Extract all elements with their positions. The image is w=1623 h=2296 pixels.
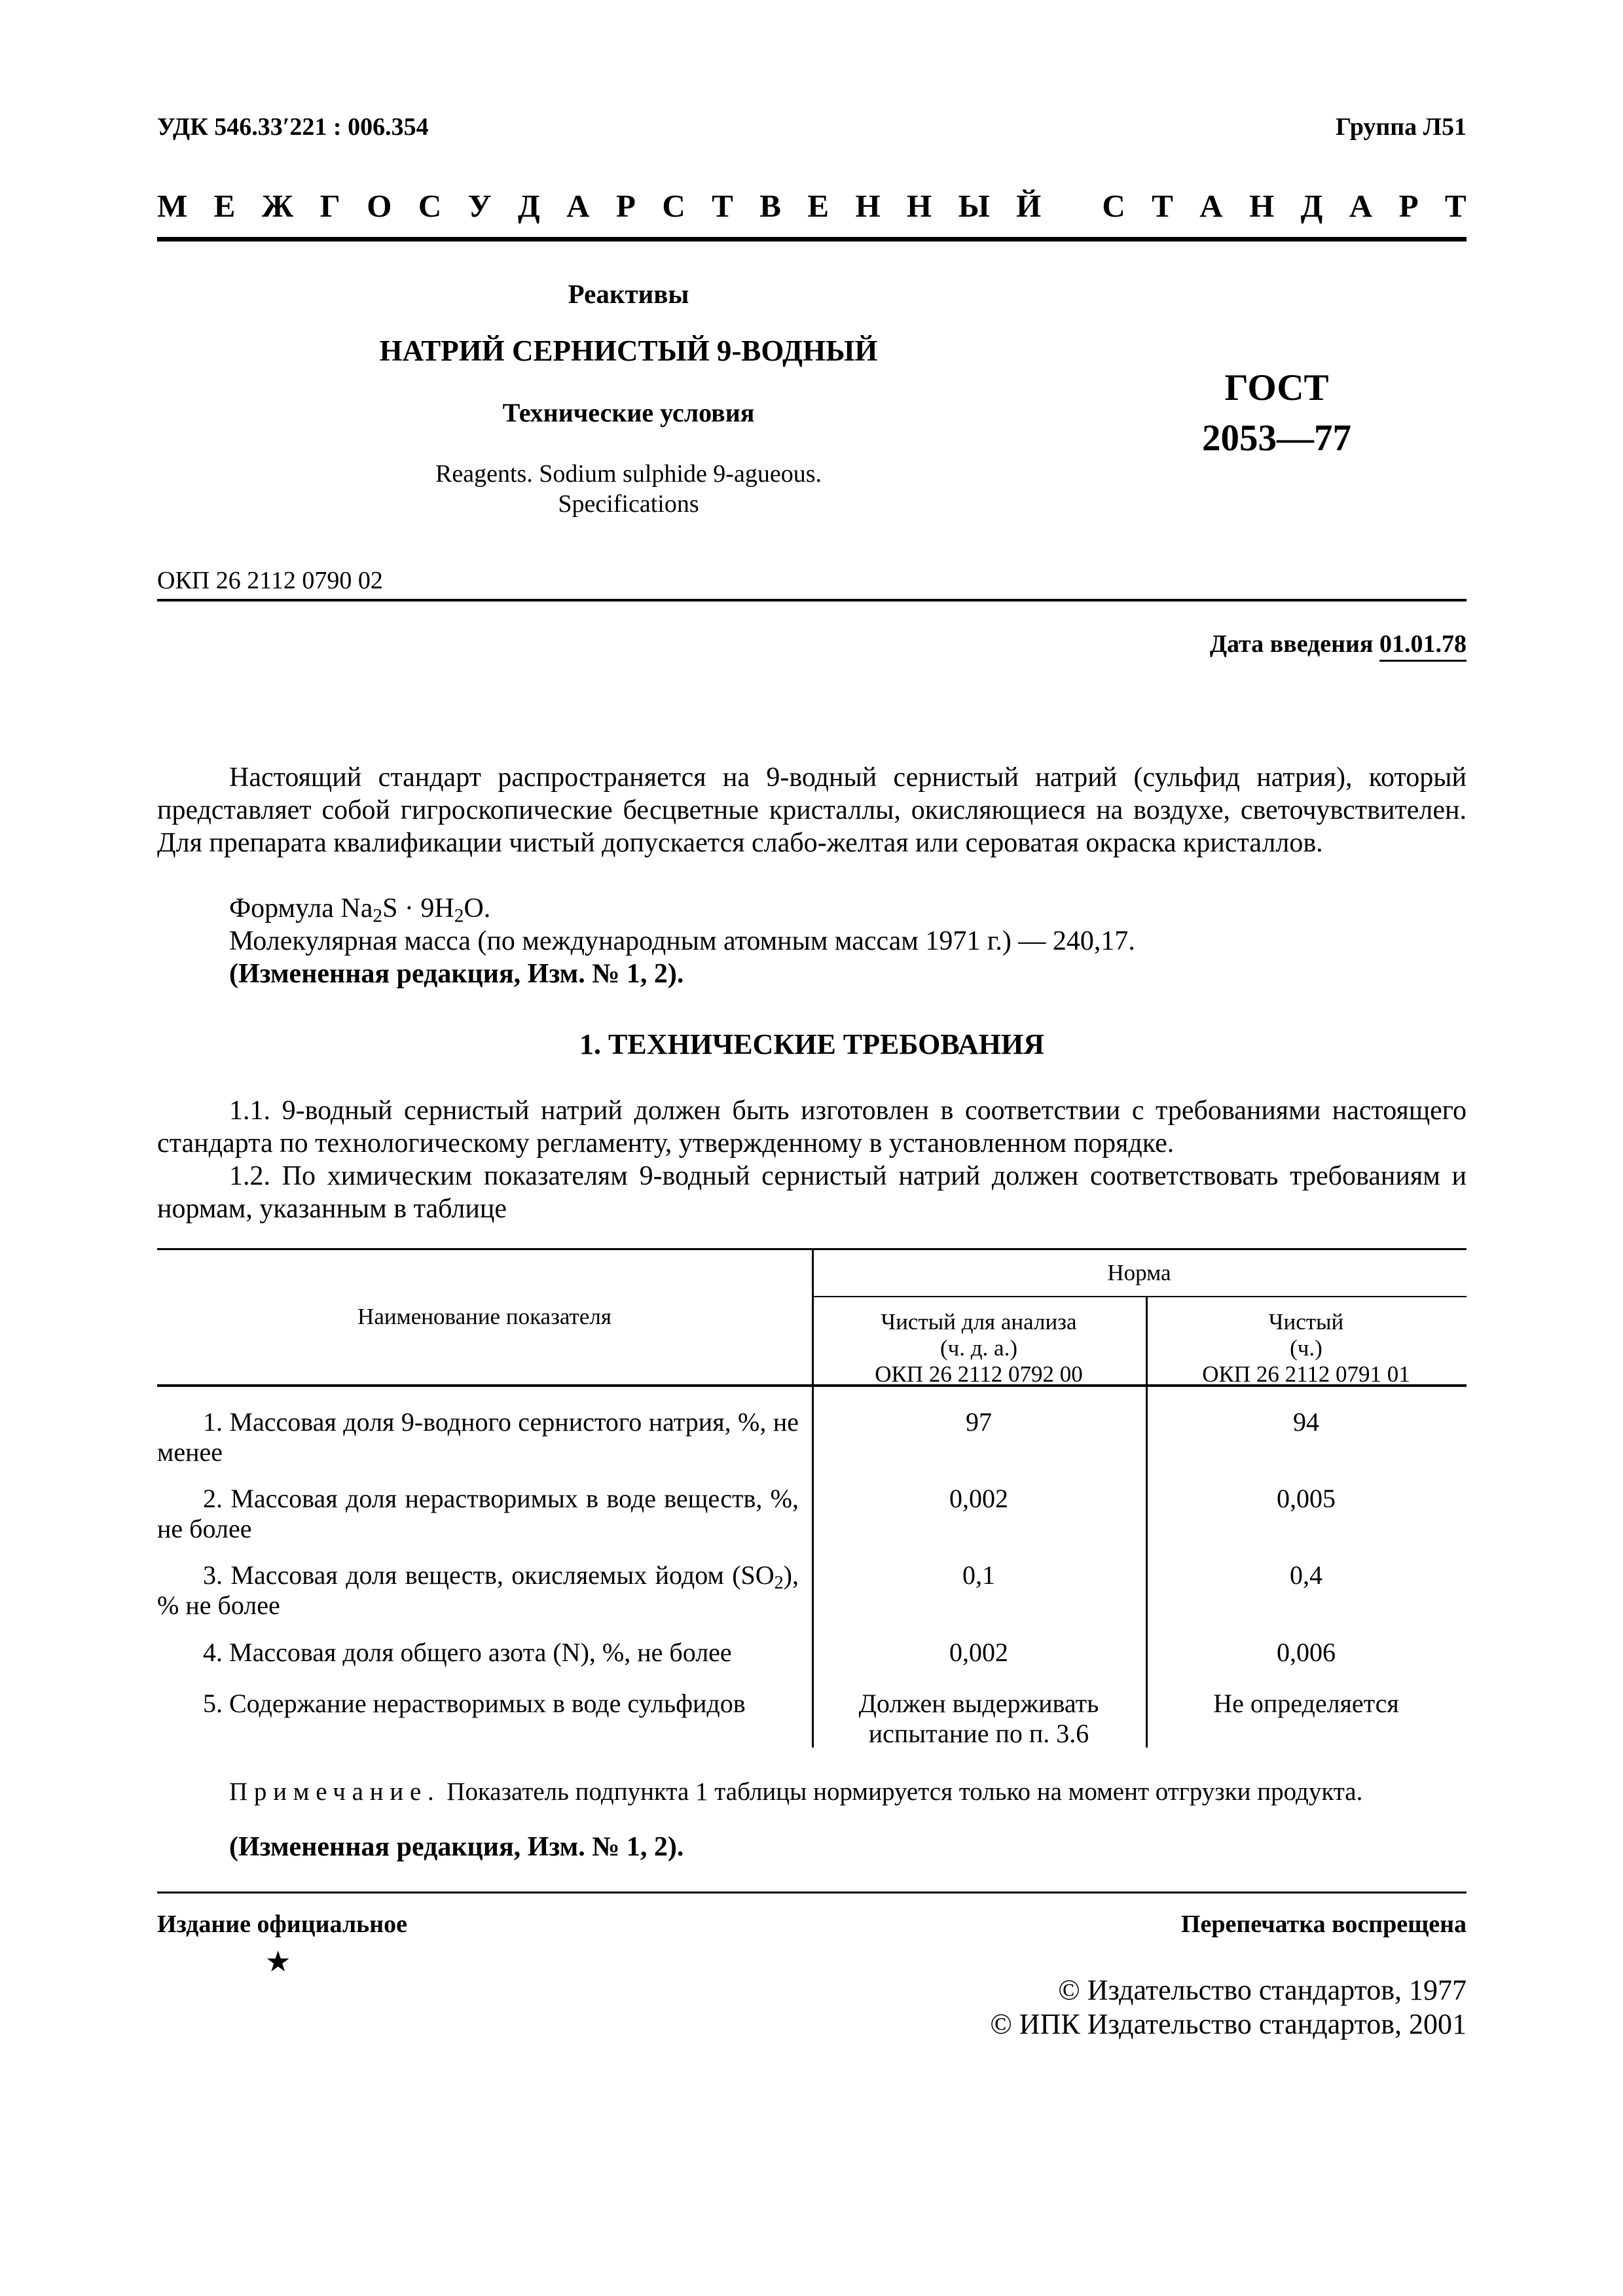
- col-header-name: Наименование показателя: [357, 1304, 611, 1329]
- col-header-b-line2: (ч.): [1290, 1335, 1322, 1361]
- table-row-5-a-line2: испытание по п. 3.6: [868, 1719, 1089, 1748]
- table-row-5-name: [157, 1689, 799, 1719]
- col-header-b-line3: ОКП 26 2112 0791 01: [1202, 1361, 1410, 1387]
- table-row-1-a: 97: [966, 1407, 992, 1437]
- table-row-4-name: [157, 1638, 799, 1668]
- english-title-line1: Reagents. Sodium sulphide 9-agueous.: [435, 460, 822, 488]
- table-row-3-name: [157, 1560, 799, 1621]
- table-row-4-name-text: 4. Массовая доля общего азота (N), %, не более: [203, 1638, 732, 1667]
- banner-letter: Ж: [261, 188, 294, 224]
- banner-letter: А: [566, 188, 590, 224]
- banner-letter: О: [367, 188, 392, 224]
- banner-letter: С: [1102, 188, 1125, 224]
- banner-letter: Г: [319, 188, 340, 224]
- formula-label: Формула: [229, 893, 334, 924]
- formula-na: Na: [340, 893, 373, 924]
- table-row-3-b: 0,4: [1290, 1560, 1322, 1590]
- banner-letter: В: [759, 188, 781, 224]
- gost-number: 2053—77: [1202, 418, 1351, 459]
- banner-letter: Р: [615, 188, 636, 224]
- udk-code: УДК 546.33′221 : 006.354: [157, 113, 429, 141]
- col-header-norm: Норма: [1107, 1260, 1171, 1285]
- banner-letter: С: [418, 188, 442, 224]
- banner-letter: Т: [712, 188, 733, 224]
- table-note: [229, 1777, 1362, 1806]
- table-row-3-a: 0,1: [962, 1560, 995, 1590]
- col-header-a-line2: (ч. д. а.): [939, 1335, 1017, 1361]
- document-page: [157, 0, 1467, 2296]
- banner-letter: Д: [518, 188, 540, 224]
- intro-date-label: Дата введения: [1209, 630, 1374, 658]
- note-text: Показатель подпункта 1 таблицы нормируется только на момент отгрузки продукта.: [440, 1778, 1363, 1806]
- banner-letter: Н: [855, 188, 881, 224]
- banner-letter: М: [157, 188, 188, 224]
- clause-1-1: [157, 1094, 1467, 1160]
- table-row-5-a: [812, 1689, 1146, 1749]
- table-row-2-a: 0,002: [949, 1484, 1008, 1513]
- banner-letter: С: [662, 188, 685, 224]
- product-name: НАТРИЙ СЕРНИСТЫЙ 9-ВОДНЫЙ: [379, 334, 878, 367]
- gost-label: ГОСТ: [1224, 367, 1329, 408]
- banner-letter: Д: [1300, 188, 1323, 224]
- banner-letter: Е: [213, 188, 236, 224]
- group-code: Группа Л51: [1335, 113, 1467, 141]
- col-header-a-line1: Чистый для анализа: [881, 1309, 1077, 1335]
- banner-letter: Ы: [958, 188, 990, 224]
- col-header-a: [812, 1309, 1146, 1388]
- intro-date-value: 01.01.78: [1379, 630, 1467, 662]
- amendment-note-2: (Измененная редакция, Изм. № 1, 2).: [229, 1832, 684, 1862]
- formula-na-sub: 2: [373, 905, 383, 927]
- intro-paragraph: [157, 761, 1467, 859]
- copyright-2001: © ИПК Издательство стандартов, 2001: [990, 2008, 1467, 2040]
- formula-line: [229, 892, 490, 925]
- banner-letter: Е: [807, 188, 830, 224]
- banner-letter: Н: [907, 188, 932, 224]
- star-mark: ★: [265, 1946, 291, 1978]
- table-row-2-b: 0,005: [1277, 1484, 1336, 1513]
- reprint-prohibited: Перепечатка воспрещена: [1180, 1910, 1467, 1938]
- note-label: Примечание.: [229, 1778, 441, 1806]
- table-norm-rule: [812, 1296, 1467, 1297]
- category-title: Реактивы: [568, 279, 689, 309]
- table-row-5-name-text: 5. Содержание нерастворимых в воде сульфидов: [203, 1689, 746, 1718]
- table-row-2-name: [157, 1484, 799, 1544]
- section-heading: 1. ТЕХНИЧЕСКИЕ ТРЕБОВАНИЯ: [579, 1028, 1044, 1060]
- table-row-5-b: Не определяется: [1213, 1689, 1399, 1718]
- table-row-1-b: 94: [1293, 1407, 1319, 1437]
- interstate-standard-banner: [157, 190, 1467, 222]
- clause-1-2-text: 1.2. По химическим показателям 9-водный сернистый натрий должен соответствовать требованиям и нормам, указанным в таблице: [157, 1161, 1467, 1224]
- table-row-3-name-pre: 3. Массовая доля веществ, окисляемых йодом (SO: [203, 1560, 775, 1590]
- copyright-1977: © Издательство стандартов, 1977: [1058, 1974, 1467, 2006]
- banner-letter: Т: [1444, 188, 1467, 224]
- footer-rule: [157, 1892, 1467, 1893]
- official-edition: Издание официальное: [157, 1910, 408, 1938]
- header-thick-rule: [157, 237, 1467, 242]
- banner-letter: А: [1199, 188, 1223, 224]
- amendment-note-1: (Измененная редакция, Изм. № 1, 2).: [229, 959, 684, 989]
- document-subtitle: Технические условия: [502, 398, 755, 427]
- intro-paragraph-text: Настоящий стандарт распространяется на 9-водный сернистый натрий (сульфид натрия), который представляет собой гигроскопические бесцветные кристаллы, окисляющиеся на воздухе, светочувствителен. Для препарата квалификации чистый допускается слабо-желтая или сероватая окраска кристаллов.: [157, 762, 1467, 858]
- col-header-b-line1: Чистый: [1268, 1309, 1344, 1335]
- clause-1-2: [157, 1160, 1467, 1225]
- banner-letter: Р: [1398, 188, 1419, 224]
- banner-letter: [1068, 190, 1076, 222]
- table-row-1-name: [157, 1407, 799, 1467]
- clause-1-1-text: 1.1. 9-водный сернистый натрий должен быть изготовлен в соответствии с требованиями настоящего стандарта по технологическому регламенту, утвержденному в установленном порядке.: [157, 1096, 1467, 1158]
- okp-rule: [157, 599, 1467, 601]
- table-row-3-name-sub: 2: [774, 1573, 784, 1593]
- banner-letter: Т: [1152, 188, 1173, 224]
- formula-h-sub: 2: [454, 905, 464, 927]
- formula-end: O.: [464, 893, 491, 924]
- formula-s: S · 9H: [382, 893, 454, 924]
- banner-letter: Н: [1249, 188, 1275, 224]
- english-title-line2: Specifications: [558, 490, 699, 518]
- table-row-5-a-line1: Должен выдерживать: [858, 1689, 1099, 1718]
- table-row-3-name-post: ), % не более: [157, 1560, 799, 1620]
- banner-letter: А: [1349, 188, 1373, 224]
- table-row-1-name-text: 1. Массовая доля 9-водного сернистого натрия, %, не менее: [157, 1407, 799, 1467]
- col-header-b: [1146, 1309, 1467, 1388]
- intro-date: [1210, 630, 1467, 658]
- table-row-4-a: 0,002: [949, 1638, 1008, 1667]
- banner-letter: Й: [1016, 188, 1042, 224]
- banner-letter: У: [467, 188, 492, 224]
- table-row-4-b: 0,006: [1277, 1638, 1336, 1667]
- table-row-2-name-text: 2. Массовая доля нерастворимых в воде веществ, %, не более: [157, 1484, 799, 1543]
- okp-code: ОКП 26 2112 0790 02: [157, 567, 383, 594]
- col-header-a-line3: ОКП 26 2112 0792 00: [875, 1361, 1083, 1387]
- molar-mass: Молекулярная масса (по международным атомным массам 1971 г.) — 240,17.: [229, 926, 1135, 956]
